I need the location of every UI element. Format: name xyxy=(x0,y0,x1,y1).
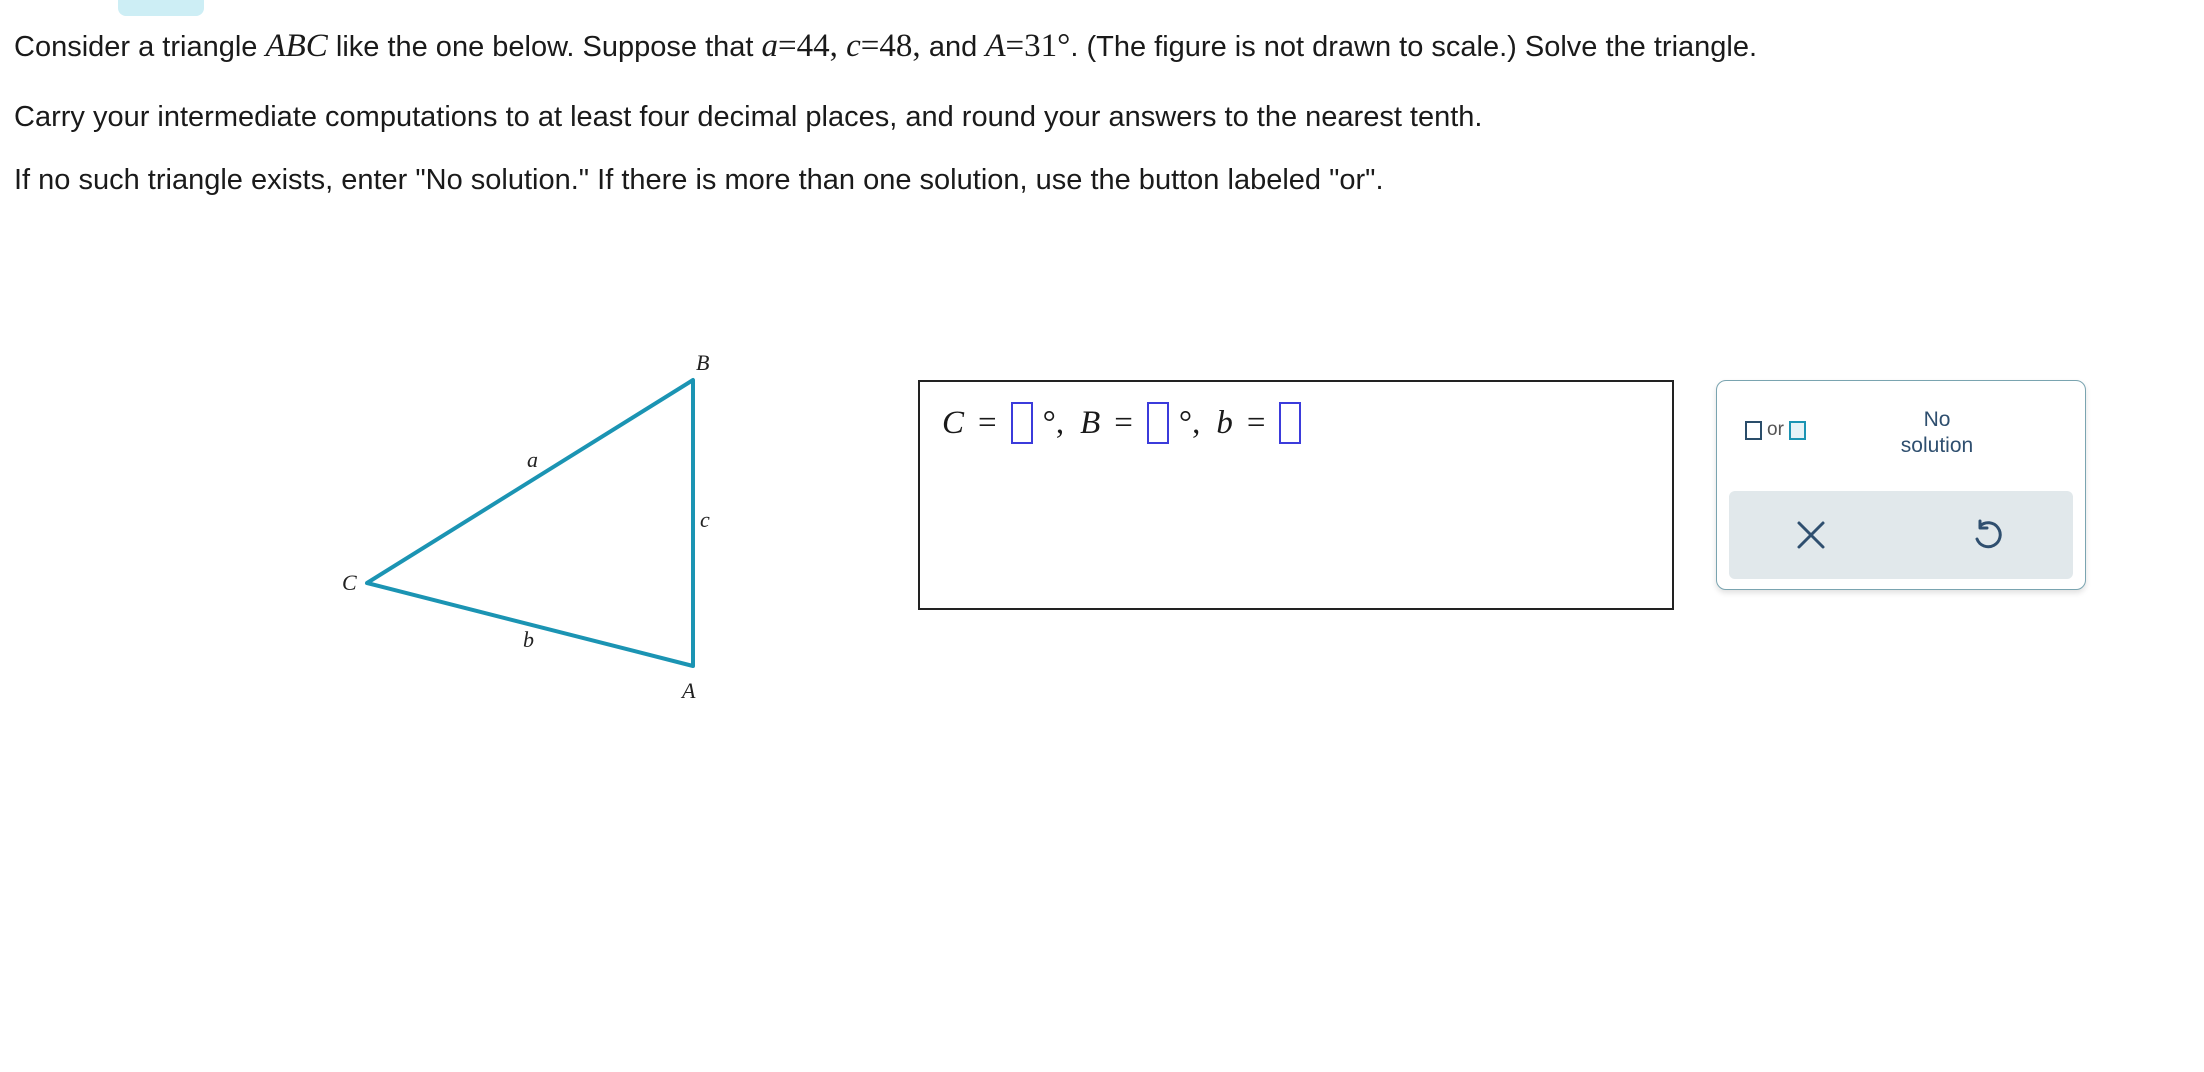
degree-symbol: ° xyxy=(1042,404,1056,441)
answer-b-angle-label: B xyxy=(1080,404,1101,441)
comma: , xyxy=(1192,404,1201,441)
math-angle-a: A xyxy=(985,28,1006,64)
answer-palette xyxy=(1716,380,2086,590)
question-line-2: Carry your intermediate computations to at least four decimal places, and round your answers to the nearest tenth. xyxy=(14,101,1483,133)
vertex-label-b: B xyxy=(696,350,710,375)
question-text: like the one below. Suppose that xyxy=(327,31,762,63)
no-solution-button[interactable] xyxy=(1847,407,2027,459)
answer-row xyxy=(942,402,1301,444)
vertex-label-a: A xyxy=(682,678,696,700)
undo-button[interactable] xyxy=(1969,517,2005,553)
clear-button[interactable] xyxy=(1793,517,1829,553)
side-b-input[interactable] xyxy=(1279,402,1301,444)
math-c: c xyxy=(846,28,861,64)
angle-b-input[interactable] xyxy=(1147,402,1169,444)
question-line-1 xyxy=(14,26,1757,67)
filled-box-icon xyxy=(1789,421,1806,440)
math-a: a xyxy=(761,28,779,64)
tool-bar xyxy=(1729,491,2073,579)
or-label: or xyxy=(1767,419,1784,440)
no-solution-label-line2: solution xyxy=(1900,434,1974,457)
x-icon xyxy=(1793,517,1829,553)
no-solution-label-line1: No xyxy=(1923,408,1951,431)
or-button[interactable] xyxy=(1745,419,1806,441)
math-angle-a-value: =31° xyxy=(1005,28,1071,64)
question-line-3: If no such triangle exists, enter "No solution." If there is more than one solution, use the button labeled "or". xyxy=(14,164,1384,196)
empty-box-icon xyxy=(1745,421,1762,440)
math-abc: ABC xyxy=(265,28,328,64)
triangle-figure xyxy=(320,340,740,700)
undo-icon xyxy=(1969,517,2005,553)
answer-box xyxy=(918,380,1674,610)
answer-c-label: C xyxy=(942,404,965,441)
equals-sign: = xyxy=(1246,404,1266,441)
equals-sign: = xyxy=(978,404,997,441)
answer-side-b-label: b xyxy=(1216,404,1233,441)
triangle-outline xyxy=(367,380,693,666)
degree-symbol: ° xyxy=(1178,404,1193,441)
angle-c-input[interactable] xyxy=(1011,402,1033,444)
comma: , xyxy=(1055,404,1065,441)
side-label-c: c xyxy=(700,507,710,532)
vertex-label-c: C xyxy=(342,570,357,595)
top-tab-indicator xyxy=(118,0,204,16)
question-text: and xyxy=(928,31,986,63)
side-label-b: b xyxy=(523,627,534,652)
equals-sign: = xyxy=(1114,404,1133,441)
question-text: . (The figure is not drawn to scale.) Solve the triangle. xyxy=(1070,31,1758,63)
math-c-value: =48, xyxy=(860,28,929,64)
math-a-value: =44, xyxy=(778,28,847,64)
side-label-a: a xyxy=(527,447,538,472)
question-text: Consider a triangle xyxy=(14,31,266,63)
